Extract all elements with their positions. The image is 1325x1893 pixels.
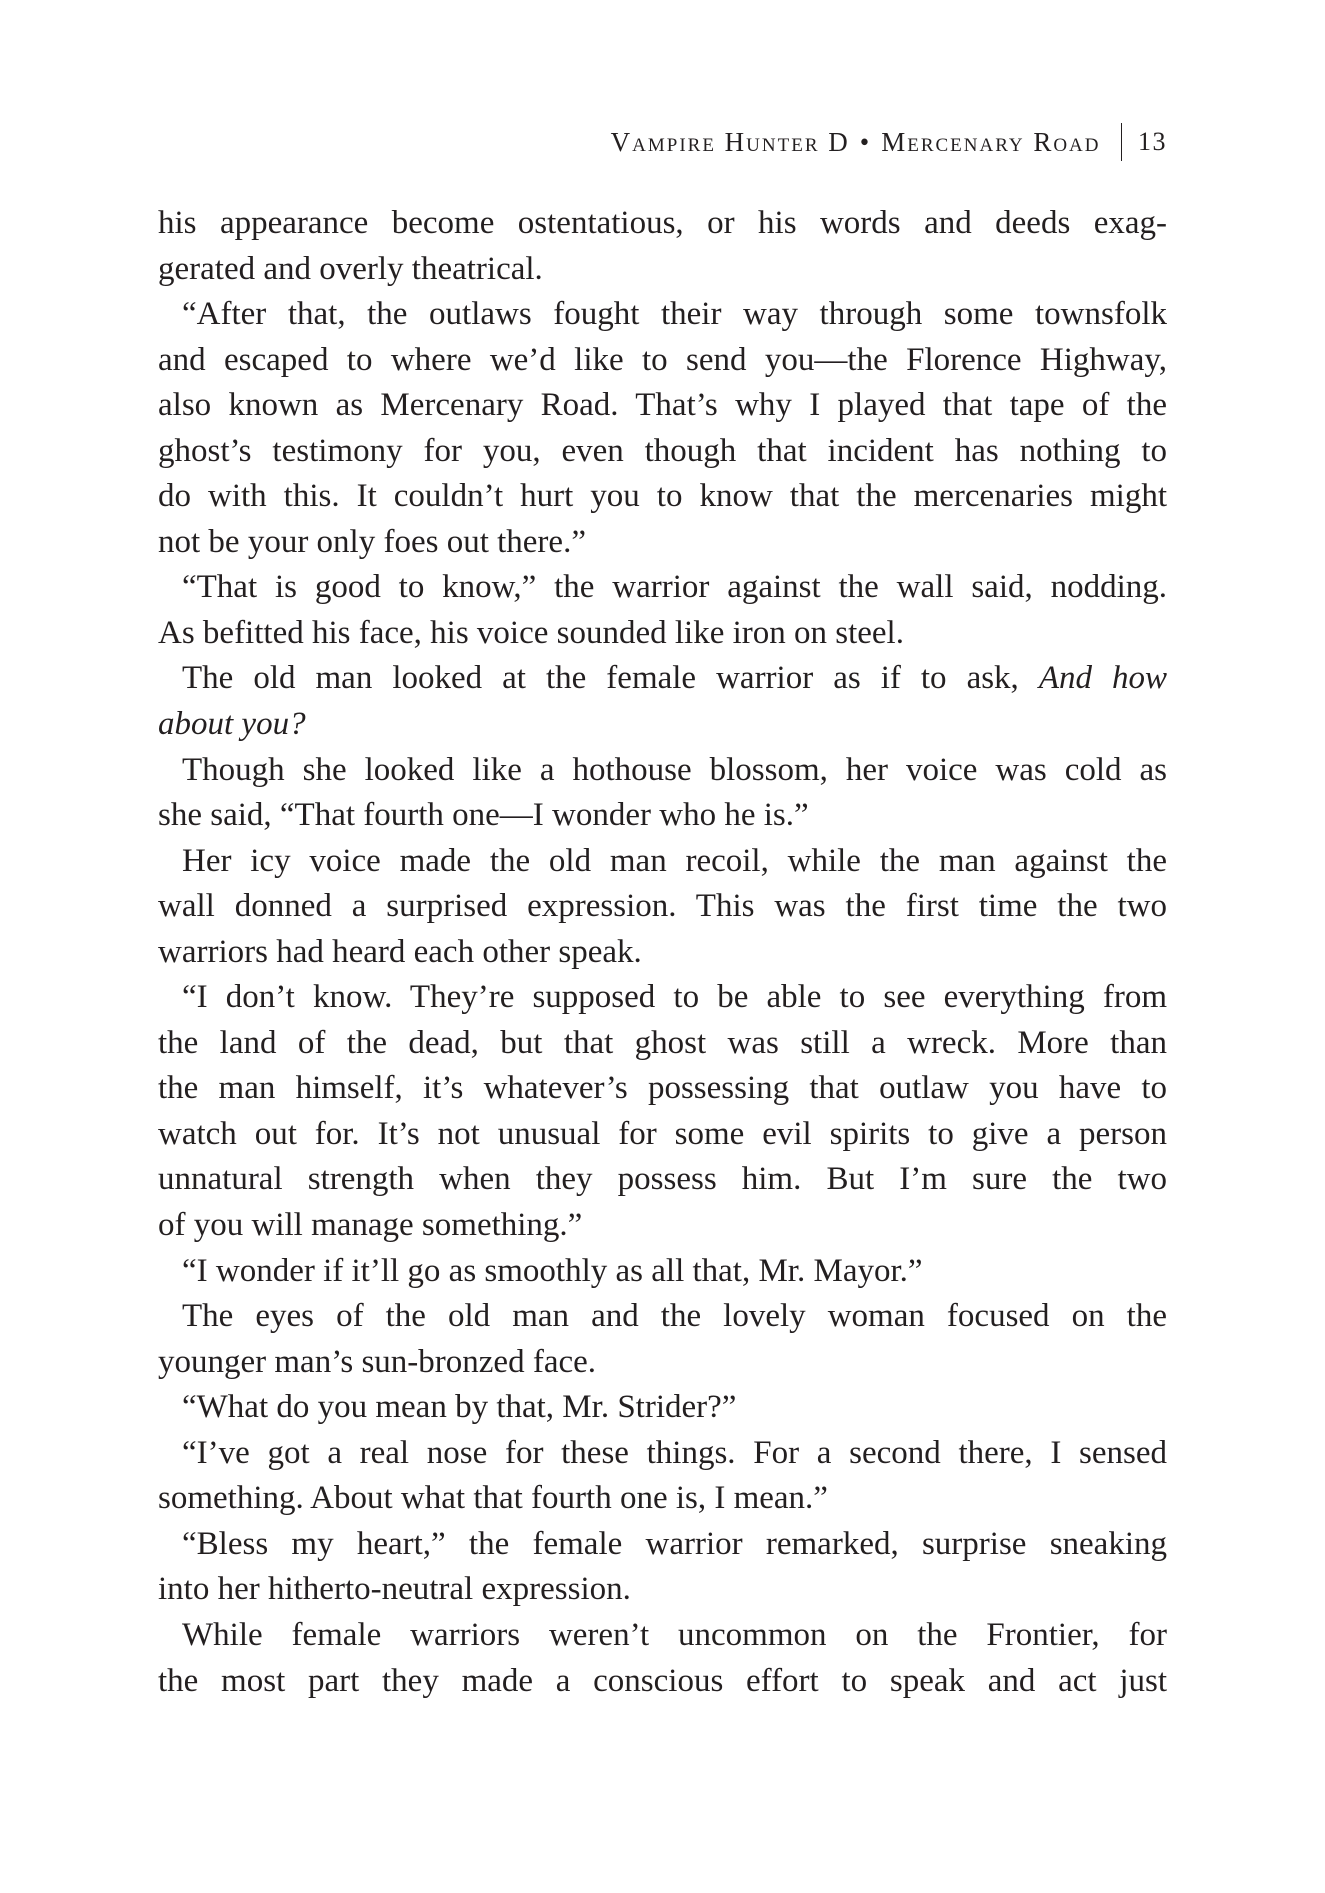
text-line: about you? [158,706,306,743]
text-line: “What do you mean by that, Mr. Strider?” [182,1389,737,1426]
text-line: also known as Mercenary Road. That’s why I played that tape of the [158,387,1167,424]
text-line: and escaped to where we’d like to send you—the Florence Highway, [158,341,1167,378]
text-line: “Bless my heart,” the female warrior remarked, surprise sneaking [182,1525,1167,1562]
text-line: his appearance become ostentatious, or his words and deeds exag- [158,205,1167,241]
text-line: she said, “That fourth one—I wonder who he is.” [158,797,809,834]
text-line: the most part they made a conscious effort to speak and act just [158,1662,1167,1699]
text-line: younger man’s sun-bronzed face. [158,1343,597,1380]
text-line: warriors had heard each other speak. [158,933,642,970]
text-line: “After that, the outlaws fought their way through some townsfolk [182,296,1167,333]
text-line: Her icy voice made the old man recoil, while the man against the [182,842,1167,879]
text-line: “That is good to know,” the warrior against the wall said, nodding. [182,569,1167,606]
italic-text: And how [1038,660,1168,697]
running-head-book-title: Vampire Hunter D [610,126,850,157]
text-line: of you will manage something.” [158,1207,583,1244]
text-line: “I don’t know. They’re supposed to be able to see everything from [182,979,1167,1016]
text-line: “I’ve got a real nose for these things. For a second there, I sensed [182,1434,1167,1471]
text-line: As befitted his face, his voice sounded like iron on steel. [158,614,904,651]
text-line: Though she looked like a hothouse blossom, her voice was cold as [182,751,1167,788]
text-line: into her hitherto-neutral expression. [158,1571,631,1608]
text-line: watch out for. It’s not unusual for some evil spirits to give a person [158,1115,1167,1152]
text-line-with-italic [158,656,1167,702]
text-line: do with this. It couldn’t hurt you to know that the mercenaries might [158,478,1167,515]
text-line: something. About what that fourth one is, I mean.” [158,1480,828,1517]
text-line: the man himself, it’s whatever’s possessing that outlaw you have to [158,1070,1167,1107]
page-number: 13 [1138,127,1167,156]
text-fragment: The old man looked at the female warrior as if to ask, [182,660,1019,697]
running-head-subtitle: Mercenary Road [881,126,1101,157]
running-head-divider [1121,123,1123,161]
running-head [611,120,1167,164]
text-line: not be your only foes out there.” [158,523,586,560]
body-text [158,201,1167,1704]
text-line: gerated and overly theatrical. [158,250,543,287]
text-line: While female warriors weren’t uncommon on the Frontier, for [182,1616,1167,1653]
text-line: unnatural strength when they possess him. But I’m sure the two [158,1161,1167,1198]
text-line: The eyes of the old man and the lovely woman focused on the [182,1298,1167,1335]
text-line: ghost’s testimony for you, even though that incident has nothing to [158,432,1167,469]
text-line: the land of the dead, but that ghost was still a wreck. More than [158,1024,1167,1061]
text-line: “I wonder if it’ll go as smoothly as all that, Mr. Mayor.” [182,1252,923,1289]
text-line: wall donned a surprised expression. This was the first time the two [158,888,1167,925]
running-head-separator: • [859,126,872,157]
